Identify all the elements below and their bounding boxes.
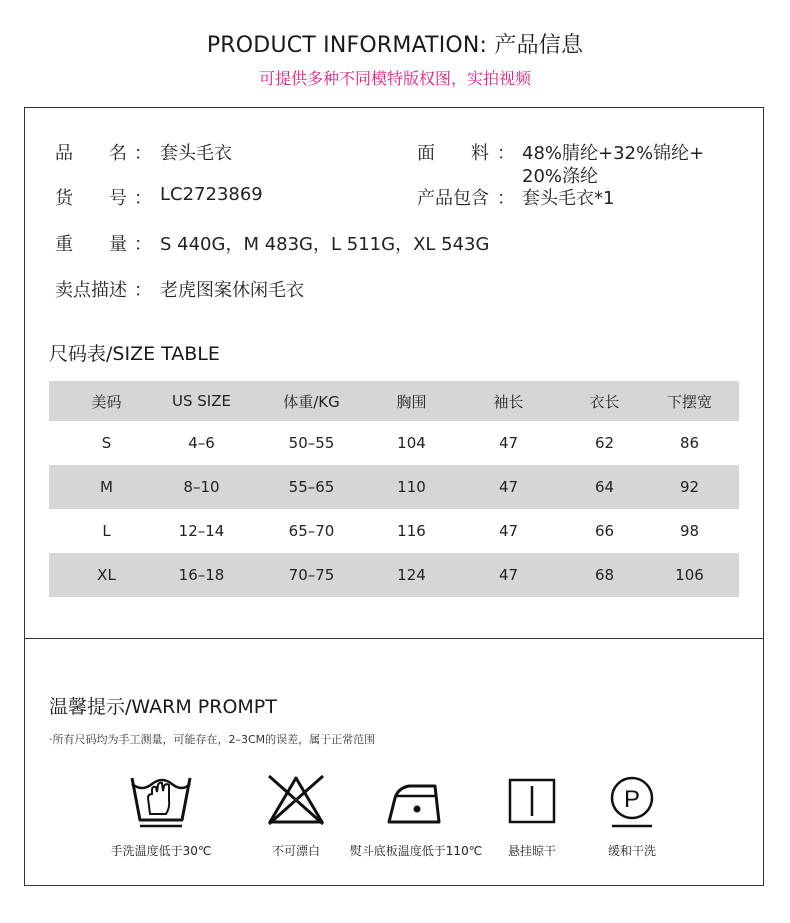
table-cell: 92 <box>679 478 700 496</box>
table-cell: 124 <box>397 566 426 584</box>
care-label: 缓和干洗 <box>607 844 656 858</box>
table-cell: 68 <box>594 566 615 584</box>
care-label: 熨斗底板温度低于110℃ <box>349 844 483 858</box>
table-cell: 50–55 <box>288 434 335 452</box>
table-cell: 65–70 <box>288 522 335 540</box>
table-cell: S <box>101 434 112 452</box>
name-value: 套头毛衣 <box>160 143 232 164</box>
table-cell: 47 <box>498 434 519 452</box>
header-cell: 体重/KG <box>283 392 340 411</box>
hand-wash-icon <box>86 770 236 832</box>
weight-value: S 440G，M 483G，L 511G，XL 543G <box>160 234 490 255</box>
care-label: 悬挂晾干 <box>507 844 556 858</box>
table-cell: 47 <box>498 566 519 584</box>
material-colon: ： <box>497 143 515 164</box>
table-cell: 16–18 <box>178 566 225 584</box>
dry-clean-p-icon <box>557 770 707 832</box>
size-table <box>49 381 739 597</box>
table-cell: L <box>102 522 111 540</box>
contents-label: 产品包含 <box>417 188 489 209</box>
table-cell: 66 <box>594 522 615 540</box>
section-divider <box>24 638 764 639</box>
dry-clean-letter: P <box>623 786 641 813</box>
selling-point-colon: ： <box>134 280 152 301</box>
table-cell: 98 <box>679 522 700 540</box>
table-cell: 64 <box>594 478 615 496</box>
header-cell: 美码 <box>91 392 122 411</box>
warm-prompt-title: 温馨提示/WARM PROMPT <box>49 696 277 718</box>
selling-point-value: 老虎图案休闲毛衣 <box>160 280 304 301</box>
material-value-line2: 20%涤纶 <box>522 166 599 187</box>
table-cell: 106 <box>675 566 704 584</box>
header-cell: 衣长 <box>589 392 620 411</box>
name-label: 品 名 <box>55 143 127 164</box>
header-cell: 胸围 <box>396 392 427 411</box>
table-row <box>49 465 739 509</box>
material-label: 面 料 <box>417 143 489 164</box>
table-cell: M <box>100 478 113 496</box>
table-cell: 47 <box>498 478 519 496</box>
table-cell: 47 <box>498 522 519 540</box>
measurement-note: ·所有尺码均为手工测量，可能存在，2–3CM的误差，属于正常范围 <box>49 733 376 746</box>
care-item-hand-wash <box>86 770 236 870</box>
contents-colon: ： <box>497 188 515 209</box>
table-cell: 8–10 <box>183 478 220 496</box>
table-cell: 116 <box>397 522 426 540</box>
weight-label: 重 量 <box>55 234 127 255</box>
table-row <box>49 421 739 465</box>
header-cell: 下摆宽 <box>666 392 712 411</box>
table-cell: 62 <box>594 434 615 452</box>
name-colon: ： <box>134 143 152 164</box>
sku-colon: ： <box>134 188 152 209</box>
page-title: PRODUCT INFORMATION: 产品信息 <box>206 33 584 58</box>
table-cell: 110 <box>397 478 426 496</box>
weight-colon: ： <box>134 234 152 255</box>
table-cell: 55–65 <box>288 478 335 496</box>
selling-point-label: 卖点描述 <box>55 280 127 301</box>
care-item-dry-clean <box>557 770 707 870</box>
sku-label: 货 号 <box>55 188 127 209</box>
care-label: 手洗温度低于30℃ <box>110 844 212 858</box>
size-table-title: 尺码表/SIZE TABLE <box>49 343 220 365</box>
table-cell: 104 <box>397 434 426 452</box>
material-value-line1: 48%腈纶+32%锦纶+ <box>522 143 705 164</box>
table-row <box>49 509 739 553</box>
care-label: 不可漂白 <box>271 844 320 858</box>
table-cell: 4–6 <box>188 434 215 452</box>
page-subtitle: 可提供多种不同模特版权图，实拍视频 <box>258 69 531 88</box>
table-cell: 86 <box>679 434 700 452</box>
size-table-header <box>49 381 739 421</box>
table-cell: XL <box>97 566 116 584</box>
contents-value: 套头毛衣*1 <box>522 188 615 209</box>
table-row <box>49 553 739 597</box>
sku-value: LC2723869 <box>160 184 263 205</box>
header-cell: US SIZE <box>172 392 231 410</box>
table-cell: 70–75 <box>288 566 335 584</box>
table-cell: 12–14 <box>178 522 225 540</box>
header-cell: 袖长 <box>493 392 524 411</box>
